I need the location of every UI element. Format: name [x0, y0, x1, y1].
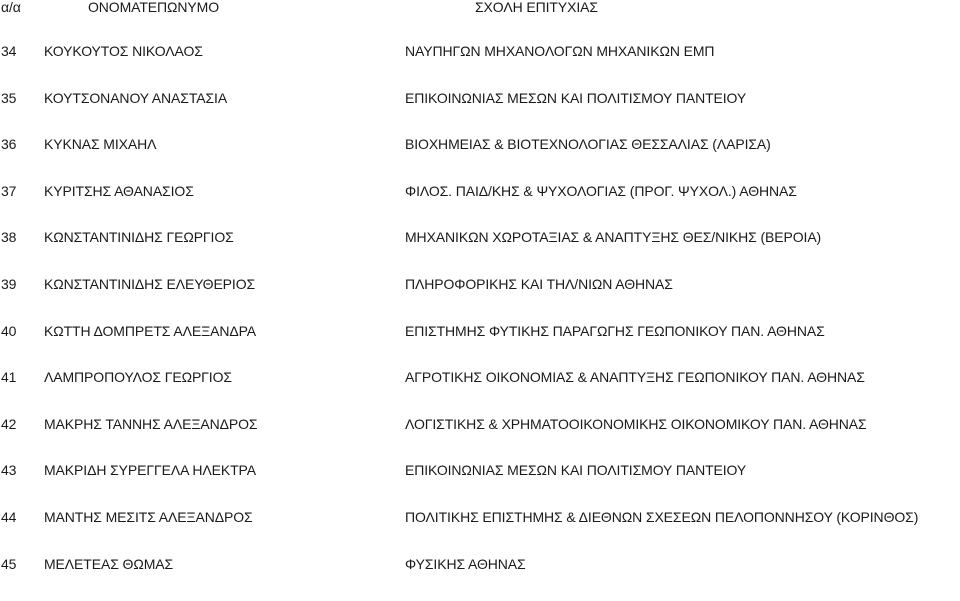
table-row	[0, 368, 960, 415]
row-school: ΜΗΧΑΝΙΚΩΝ ΧΩΡΟΤΑΞΙΑΣ & ΑΝΑΠΤΥΞΗΣ ΘΕΣ/ΝΙΚΗΣ (ΒΕΡΟΙΑ)	[405, 229, 822, 246]
table-body	[0, 42, 960, 601]
row-number: 45	[1, 555, 17, 572]
table-row	[0, 89, 960, 136]
row-number: 36	[1, 136, 17, 153]
row-name: ΚΩΝΣΤΑΝΤΙΝΙΔΗΣ ΕΛΕΥΘΕΡΙΟΣ	[44, 275, 256, 292]
row-name: ΛΑΜΠΡΟΠΟΥΛΟΣ ΓΕΩΡΓΙΟΣ	[44, 369, 232, 386]
table-row	[0, 275, 960, 322]
row-number: 39	[1, 275, 17, 292]
table-row	[0, 555, 960, 601]
row-number: 44	[1, 508, 17, 525]
row-school: ΕΠΙΣΤΗΜΗΣ ΦΥΤΙΚΗΣ ΠΑΡΑΓΩΓΗΣ ΓΕΩΠΟΝΙΚΟΥ ΠΑΝ. ΑΘΗΝΑΣ	[405, 322, 825, 339]
row-name: ΚΩΝΣΤΑΝΤΙΝΙΔΗΣ ΓΕΩΡΓΙΟΣ	[44, 229, 234, 246]
row-name: ΜΑΝΤΗΣ ΜΕΣΙΤΣ ΑΛΕΞΑΝΔΡΟΣ	[44, 508, 253, 525]
row-school: ΝΑΥΠΗΓΩΝ ΜΗΧΑΝΟΛΟΓΩΝ ΜΗΧΑΝΙΚΩΝ ΕΜΠ	[405, 43, 715, 59]
table-header	[0, 0, 960, 42]
header-number: α/α	[1, 0, 21, 15]
row-name: ΜΑΚΡΗΣ ΤΑΝΝΗΣ ΑΛΕΞΑΝΔΡΟΣ	[44, 415, 258, 432]
row-school: ΒΙΟΧΗΜΕΙΑΣ & ΒΙΟΤΕΧΝΟΛΟΓΙΑΣ ΘΕΣΣΑΛΙΑΣ (ΛΑΡΙΣΑ)	[405, 136, 771, 153]
row-school: ΦΙΛΟΣ. ΠΑΙΔ/ΚΗΣ & ΨΥΧΟΛΟΓΙΑΣ (ΠΡΟΓ. ΨΥΧΟΛ.) ΑΘΗΝΑΣ	[405, 182, 797, 199]
table-row	[0, 228, 960, 275]
row-name: ΜΑΚΡΙΔΗ ΣΥΡΕΓΓΕΛΑ ΗΛΕΚΤΡΑ	[44, 462, 256, 479]
row-number: 40	[1, 322, 17, 339]
row-school: ΑΓΡΟΤΙΚΗΣ ΟΙΚΟΝΟΜΙΑΣ & ΑΝΑΠΤΥΞΗΣ ΓΕΩΠΟΝΙΚΟΥ ΠΑΝ. ΑΘΗΝΑΣ	[405, 369, 865, 386]
row-number: 43	[1, 462, 17, 479]
table-row	[0, 135, 960, 182]
row-school: ΛΟΓΙΣΤΙΚΗΣ & ΧΡΗΜΑΤΟΟΙΚΟΝΟΜΙΚΗΣ ΟΙΚΟΝΟΜΙΚΟΥ ΠΑΝ. ΑΘΗΝΑΣ	[405, 415, 867, 432]
table-row	[0, 322, 960, 369]
header-school: ΣΧΟΛΗ ΕΠΙΤΥΧΙΑΣ	[475, 0, 598, 15]
row-number: 37	[1, 182, 17, 199]
table-row	[0, 415, 960, 462]
row-number: 35	[1, 89, 17, 106]
row-number: 42	[1, 415, 17, 432]
row-school: ΕΠΙΚΟΙΝΩΝΙΑΣ ΜΕΣΩΝ ΚΑΙ ΠΟΛΙΤΙΣΜΟΥ ΠΑΝΤΕΙΟΥ	[405, 462, 747, 479]
row-school: ΠΛΗΡΟΦΟΡΙΚΗΣ ΚΑΙ ΤΗΛ/ΝΙΩΝ ΑΘΗΝΑΣ	[405, 275, 673, 292]
row-school: ΠΟΛΙΤΙΚΗΣ ΕΠΙΣΤΗΜΗΣ & ΔΙΕΘΝΩΝ ΣΧΕΣΕΩΝ ΠΕΛΟΠΟΝΝΗΣΟΥ (ΚΟΡΙΝΘΟΣ)	[405, 508, 919, 525]
row-school: ΕΠΙΚΟΙΝΩΝΙΑΣ ΜΕΣΩΝ ΚΑΙ ΠΟΛΙΤΙΣΜΟΥ ΠΑΝΤΕΙΟΥ	[405, 89, 747, 106]
row-name: ΚΥΡΙΤΣΗΣ ΑΘΑΝΑΣΙΟΣ	[44, 182, 194, 199]
row-name: ΜΕΛΕΤΕΑΣ ΘΩΜΑΣ	[44, 555, 174, 572]
row-name: ΚΟΥΤΣΟΝΑΝΟΥ ΑΝΑΣΤΑΣΙΑ	[44, 89, 228, 106]
row-name: ΚΥΚΝΑΣ ΜΙΧΑΗΛ	[44, 136, 157, 153]
row-number: 34	[1, 43, 17, 59]
row-school: ΦΥΣΙΚΗΣ ΑΘΗΝΑΣ	[405, 555, 526, 572]
row-name: ΚΟΥΚΟΥΤΟΣ ΝΙΚΟΛΑΟΣ	[44, 43, 203, 59]
table-row	[0, 461, 960, 508]
table-row	[0, 508, 960, 555]
header-name: ΟΝΟΜΑΤΕΠΩΝΥΜΟ	[88, 0, 220, 15]
table-row	[0, 42, 960, 89]
row-number: 38	[1, 229, 17, 246]
row-number: 41	[1, 369, 17, 386]
row-name: ΚΩΤΤΗ ΔΟΜΠΡΕΤΣ ΑΛΕΞΑΝΔΡΑ	[44, 322, 257, 339]
table-row	[0, 182, 960, 229]
